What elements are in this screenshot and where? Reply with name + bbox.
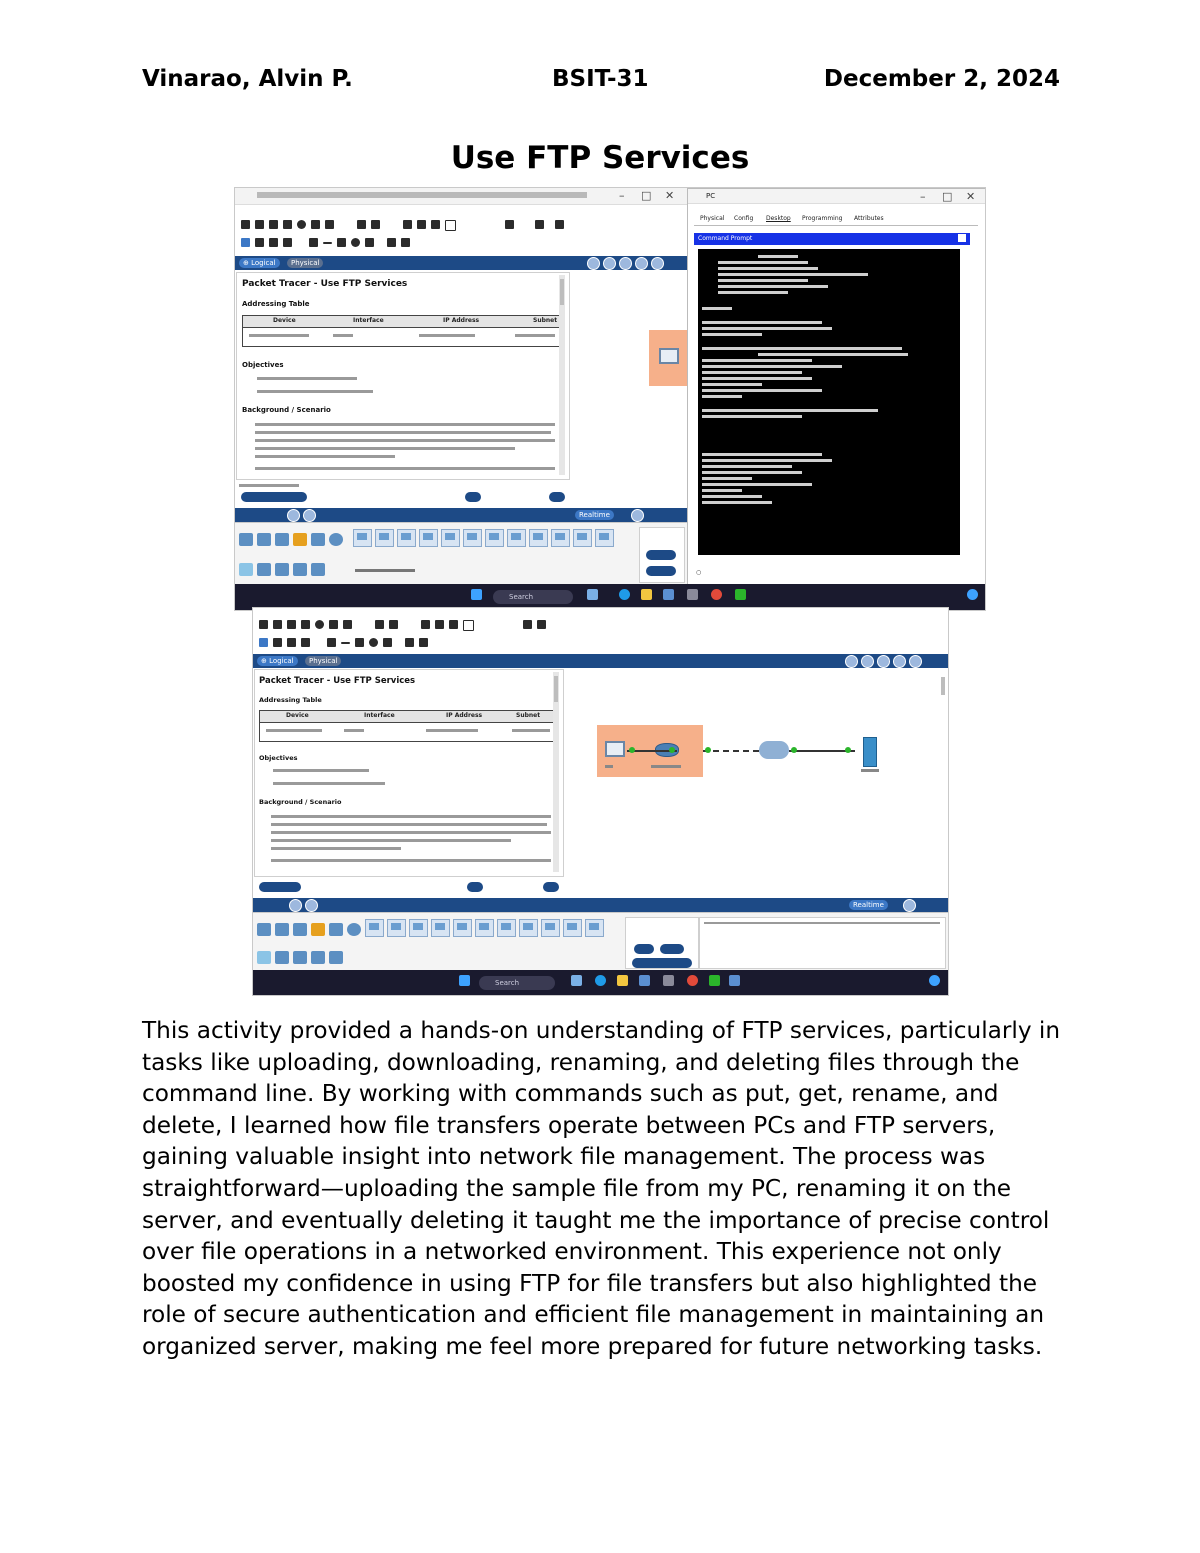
ftp-server-icon[interactable] bbox=[863, 737, 877, 767]
custom-device-icon[interactable] bbox=[505, 220, 514, 229]
place-note-icon[interactable] bbox=[327, 638, 336, 647]
link-status-indicator bbox=[629, 747, 635, 753]
device-model[interactable] bbox=[475, 919, 494, 937]
top-checkbox[interactable]: ○ bbox=[696, 569, 702, 576]
table-row bbox=[515, 334, 555, 337]
resize-shape-icon[interactable] bbox=[283, 238, 292, 247]
addressing-heading: Addressing Table bbox=[259, 696, 322, 704]
print-icon[interactable] bbox=[301, 620, 310, 629]
paragraph-line bbox=[271, 831, 551, 834]
terminal-line bbox=[758, 353, 908, 356]
add-simple-pdu-icon[interactable] bbox=[405, 638, 414, 647]
table-header-row bbox=[243, 316, 561, 328]
table-header-cell: Subnet bbox=[516, 712, 541, 719]
terminal-line bbox=[718, 261, 808, 264]
document-title: Use FTP Services bbox=[450, 140, 750, 176]
workspace-icon-4[interactable] bbox=[635, 257, 648, 270]
back-button[interactable] bbox=[465, 492, 481, 502]
draw-ellipse-icon[interactable] bbox=[351, 238, 360, 247]
zoom-in-icon[interactable] bbox=[403, 220, 412, 229]
store-icon[interactable] bbox=[663, 589, 674, 600]
chrome-icon[interactable] bbox=[711, 589, 722, 600]
link-status-indicator bbox=[791, 747, 797, 753]
delete-scenario-button[interactable] bbox=[660, 944, 684, 954]
components-icon[interactable] bbox=[275, 533, 289, 546]
simulation-icon[interactable] bbox=[903, 899, 916, 912]
end-devices-icon[interactable] bbox=[275, 923, 289, 936]
link-status-indicator bbox=[845, 747, 851, 753]
notification-icon[interactable] bbox=[929, 975, 940, 986]
addressing-heading: Addressing Table bbox=[242, 300, 310, 308]
device-model[interactable] bbox=[585, 919, 604, 937]
pdu-list-panel bbox=[639, 527, 685, 583]
scrollbar-thumb[interactable] bbox=[560, 279, 564, 305]
fast-forward-icon[interactable] bbox=[303, 509, 316, 522]
draw-ellipse-icon[interactable] bbox=[369, 638, 378, 647]
multiuser-icon[interactable] bbox=[329, 533, 343, 546]
device-model[interactable] bbox=[387, 919, 406, 937]
paragraph-line bbox=[255, 467, 555, 470]
table-header-cell: Device bbox=[273, 317, 296, 324]
terminal-line bbox=[758, 255, 798, 258]
freeform-icon[interactable] bbox=[365, 238, 374, 247]
table-row bbox=[426, 729, 478, 732]
device-model[interactable] bbox=[541, 919, 560, 937]
device-model[interactable] bbox=[353, 529, 372, 547]
screenshot-packet-tracer-with-pc-terminal bbox=[234, 187, 986, 611]
device-model[interactable] bbox=[419, 529, 438, 547]
pc-window-title: PC bbox=[706, 192, 716, 200]
terminal-line bbox=[702, 501, 772, 504]
device-model[interactable] bbox=[463, 529, 482, 547]
place-note-icon[interactable] bbox=[309, 238, 318, 247]
pt-secondary-toolbar bbox=[239, 236, 679, 250]
paragraph-line bbox=[255, 431, 551, 434]
terminal-line bbox=[702, 395, 742, 398]
terminal-line bbox=[718, 267, 818, 270]
terminal-line bbox=[718, 291, 788, 294]
device-model[interactable] bbox=[551, 529, 570, 547]
end-devices-icon[interactable] bbox=[257, 533, 271, 546]
start-icon[interactable] bbox=[459, 975, 470, 986]
server-caption bbox=[861, 769, 879, 772]
router-category-icon[interactable] bbox=[257, 951, 271, 964]
tab-programming[interactable]: Programming bbox=[802, 215, 843, 222]
back-button[interactable] bbox=[467, 882, 483, 892]
background-heading: Background / Scenario bbox=[259, 798, 342, 806]
delete-icon[interactable] bbox=[287, 638, 296, 647]
instructions-scrollbar[interactable] bbox=[559, 275, 565, 475]
select-icon[interactable] bbox=[241, 238, 250, 247]
view-icon[interactable] bbox=[537, 620, 546, 629]
table-row bbox=[266, 729, 322, 732]
taskbar-search[interactable]: Search bbox=[493, 590, 573, 604]
device-model[interactable] bbox=[595, 529, 614, 547]
paste-icon[interactable] bbox=[325, 220, 334, 229]
scrollbar-thumb[interactable] bbox=[554, 676, 558, 702]
pc-caption bbox=[605, 765, 613, 768]
table-row bbox=[344, 729, 364, 732]
terminal-line bbox=[702, 465, 792, 468]
terminal-line bbox=[702, 495, 762, 498]
open-file-icon[interactable] bbox=[273, 620, 282, 629]
objective-line bbox=[257, 390, 373, 393]
pt-window-title bbox=[257, 192, 587, 198]
pc-area bbox=[649, 330, 687, 386]
new-file-icon[interactable] bbox=[241, 220, 250, 229]
table-row bbox=[249, 334, 309, 337]
paragraph-line bbox=[271, 823, 547, 826]
instructions-title: Packet Tracer - Use FTP Services bbox=[259, 676, 416, 686]
pc-tab-strip bbox=[694, 213, 978, 226]
play-icon[interactable] bbox=[289, 899, 302, 912]
pt-workspace-bar bbox=[253, 654, 948, 668]
realtime-toggle[interactable]: Realtime bbox=[575, 510, 614, 520]
terminal-line bbox=[702, 471, 802, 474]
next-button[interactable] bbox=[549, 492, 565, 502]
table-row bbox=[333, 334, 353, 337]
device-model[interactable] bbox=[397, 529, 416, 547]
scrollbar-thumb[interactable] bbox=[941, 677, 945, 695]
viewport-icon[interactable] bbox=[555, 220, 564, 229]
check-results-button[interactable] bbox=[259, 882, 301, 892]
close-prompt-icon[interactable] bbox=[958, 234, 966, 242]
draw-rectangle-icon[interactable] bbox=[337, 238, 346, 247]
pc-window-titlebar bbox=[688, 189, 985, 204]
minimize-icon[interactable]: – bbox=[920, 190, 926, 203]
table-row bbox=[512, 729, 550, 732]
zoom-out-icon[interactable] bbox=[431, 220, 440, 229]
draw-rectangle-icon[interactable] bbox=[355, 638, 364, 647]
table-header-cell: Device bbox=[286, 712, 309, 719]
terminal-line bbox=[702, 409, 878, 412]
workspace-icon-5[interactable] bbox=[651, 257, 664, 270]
device-model[interactable] bbox=[573, 529, 592, 547]
router-caption bbox=[651, 765, 681, 768]
pt-secondary-toolbar bbox=[257, 636, 557, 650]
pc-icon[interactable] bbox=[605, 741, 625, 757]
device-model[interactable] bbox=[453, 919, 472, 937]
pt-time-bar bbox=[235, 508, 687, 522]
wireless-category-icon[interactable] bbox=[293, 563, 307, 576]
terminal-line bbox=[702, 477, 752, 480]
terminal-line bbox=[702, 489, 742, 492]
reflection-paragraph bbox=[142, 1015, 1062, 1363]
workspace-icon-3[interactable] bbox=[619, 257, 632, 270]
logical-workspace[interactable] bbox=[571, 272, 687, 508]
workspace-icon-2[interactable] bbox=[861, 655, 874, 668]
device-model[interactable] bbox=[507, 529, 526, 547]
packet-tracer-icon[interactable] bbox=[735, 589, 746, 600]
inspect-icon[interactable] bbox=[255, 238, 264, 247]
workspace-icon-3[interactable] bbox=[877, 655, 890, 668]
multiuser-icon[interactable] bbox=[347, 923, 361, 936]
scenario-panel bbox=[625, 917, 699, 969]
paragraph-line bbox=[255, 455, 395, 458]
activity-wizard-icon[interactable] bbox=[315, 620, 324, 629]
realtime-toggle[interactable]: Realtime bbox=[849, 900, 888, 910]
security-category-icon[interactable] bbox=[311, 563, 325, 576]
hub-category-icon[interactable] bbox=[293, 951, 307, 964]
paragraph-line bbox=[271, 815, 551, 818]
security-category-icon[interactable] bbox=[329, 951, 343, 964]
table-header-cell: IP Address bbox=[446, 712, 483, 719]
pdu-list-header bbox=[704, 922, 940, 924]
logical-tab[interactable]: ⊕ Logical bbox=[257, 656, 298, 666]
device-model[interactable] bbox=[519, 919, 538, 937]
undo-icon[interactable] bbox=[357, 220, 366, 229]
physical-tab[interactable]: Physical bbox=[287, 258, 323, 268]
table-header-cell: Interface bbox=[353, 317, 384, 324]
device-model[interactable] bbox=[497, 919, 516, 937]
delete-icon[interactable] bbox=[269, 238, 278, 247]
terminal-line bbox=[718, 273, 868, 276]
pt-titlebar bbox=[235, 188, 687, 205]
fast-forward-icon[interactable] bbox=[305, 899, 318, 912]
terminal-line bbox=[702, 347, 902, 350]
terminal-line bbox=[702, 371, 802, 374]
open-file-icon[interactable] bbox=[255, 220, 264, 229]
paragraph-line bbox=[271, 847, 401, 850]
paragraph-line bbox=[271, 839, 511, 842]
pt-main-toolbar bbox=[257, 618, 557, 632]
taskbar-app-icon[interactable] bbox=[687, 589, 698, 600]
cloud-icon[interactable] bbox=[759, 741, 789, 759]
play-icon[interactable] bbox=[287, 509, 300, 522]
redo-icon[interactable] bbox=[389, 620, 398, 629]
tab-desktop[interactable]: Desktop bbox=[766, 215, 791, 222]
student-name: Vinarao, Alvin P. bbox=[142, 66, 353, 92]
terminal-line bbox=[702, 321, 822, 324]
device-model[interactable] bbox=[563, 919, 582, 937]
zoom-out-icon[interactable] bbox=[449, 620, 458, 629]
draw-line-icon[interactable] bbox=[323, 242, 332, 244]
device-model[interactable] bbox=[485, 529, 504, 547]
command-prompt-titlebar bbox=[694, 233, 970, 245]
components-icon[interactable] bbox=[293, 923, 307, 936]
taskbar-app-icon[interactable] bbox=[729, 975, 740, 986]
table-row bbox=[419, 334, 475, 337]
pc-window bbox=[687, 188, 986, 586]
terminal-line bbox=[702, 359, 812, 362]
terminal-line bbox=[702, 377, 812, 380]
maximize-icon[interactable]: □ bbox=[641, 189, 652, 202]
check-results-button[interactable] bbox=[241, 492, 307, 502]
device-model[interactable] bbox=[375, 529, 394, 547]
activity-wizard-icon[interactable] bbox=[297, 220, 306, 229]
edge-icon[interactable] bbox=[619, 589, 630, 600]
terminal-line bbox=[702, 389, 822, 392]
device-model[interactable] bbox=[431, 919, 450, 937]
new-scenario-button[interactable] bbox=[646, 550, 676, 560]
copy-icon[interactable] bbox=[311, 220, 320, 229]
link-status-indicator bbox=[705, 747, 711, 753]
resize-shape-icon[interactable] bbox=[301, 638, 310, 647]
tab-physical[interactable]: Physical bbox=[700, 215, 725, 222]
terminal-line bbox=[702, 459, 832, 462]
store-icon[interactable] bbox=[639, 975, 650, 986]
router-category-icon[interactable] bbox=[239, 563, 253, 576]
terminal-line bbox=[702, 415, 802, 418]
drawing-palette-icon[interactable] bbox=[463, 620, 474, 631]
section-label: BSIT-31 bbox=[552, 66, 649, 92]
misc-icon[interactable] bbox=[311, 533, 325, 546]
objectives-heading: Objectives bbox=[242, 361, 284, 369]
close-icon[interactable]: ✕ bbox=[966, 190, 976, 203]
connections-icon[interactable] bbox=[293, 533, 307, 546]
network-devices-icon[interactable] bbox=[257, 923, 271, 936]
instructions-title: Packet Tracer - Use FTP Services bbox=[242, 279, 408, 289]
workspace-icon-1[interactable] bbox=[845, 655, 858, 668]
connections-icon[interactable] bbox=[311, 923, 325, 936]
terminal-line bbox=[718, 285, 828, 288]
taskbar-app-icon[interactable] bbox=[663, 975, 674, 986]
next-button[interactable] bbox=[543, 882, 559, 892]
file-explorer-icon[interactable] bbox=[617, 975, 628, 986]
minimize-icon[interactable]: – bbox=[619, 189, 625, 202]
terminal-line bbox=[702, 307, 732, 310]
background-heading: Background / Scenario bbox=[242, 406, 331, 414]
terminal-line bbox=[702, 453, 822, 456]
zoom-reset-icon[interactable] bbox=[417, 220, 426, 229]
view-icon[interactable] bbox=[535, 220, 544, 229]
pt-workspace-bar bbox=[235, 256, 687, 270]
pdu-list-table bbox=[699, 917, 946, 969]
start-icon[interactable] bbox=[471, 589, 482, 600]
device-model[interactable] bbox=[409, 919, 428, 937]
model-caption bbox=[355, 569, 415, 572]
screenshot-packet-tracer-topology bbox=[252, 607, 949, 996]
paste-icon[interactable] bbox=[343, 620, 352, 629]
paragraph-line bbox=[271, 859, 551, 862]
workspace-icon-5[interactable] bbox=[909, 655, 922, 668]
switch-category-icon[interactable] bbox=[275, 951, 289, 964]
device-selection-bar bbox=[253, 912, 948, 971]
add-simple-pdu-icon[interactable] bbox=[387, 238, 396, 247]
instructions-pane bbox=[254, 669, 564, 877]
physical-tab[interactable]: Physical bbox=[305, 656, 341, 666]
file-explorer-icon[interactable] bbox=[641, 589, 652, 600]
terminal-line bbox=[702, 327, 832, 330]
edge-icon[interactable] bbox=[595, 975, 606, 986]
taskbar-app-icon[interactable] bbox=[571, 975, 582, 986]
workspace-icon-1[interactable] bbox=[587, 257, 600, 270]
tab-attributes[interactable]: Attributes bbox=[854, 215, 884, 222]
device-model[interactable] bbox=[441, 529, 460, 547]
reflection-text: This activity provided a hands-on understanding of FTP services, particularly in tasks like uploading, downloading, renaming, and deleting files through the command line. By working with commands such as put, get, rename, and delete, I learned how file transfers operate between PCs and FTP servers, gaining valuable insight into network file management. The process was straightforward—uploading the sample file from my PC, renaming it on the server, and eventually deleting it taught me the importance of precise control over file operations in a networked environment. This experience not only boosted my confidence in using FTP for file transfers but also highlighted the role of secure authentication and efficient file management in maintaining an organized server, making me feel more prepared for future networking tasks. bbox=[142, 1017, 1061, 1360]
switch-category-icon[interactable] bbox=[257, 563, 271, 576]
pt-time-bar bbox=[253, 898, 948, 912]
tab-config[interactable]: Config bbox=[734, 215, 754, 222]
paragraph-line bbox=[255, 447, 515, 450]
windows-taskbar bbox=[253, 970, 948, 995]
zoom-in-icon[interactable] bbox=[421, 620, 430, 629]
undo-icon[interactable] bbox=[375, 620, 384, 629]
paragraph-line bbox=[255, 423, 555, 426]
objectives-heading: Objectives bbox=[259, 754, 298, 762]
document-date: December 2, 2024 bbox=[823, 66, 1060, 92]
objective-line bbox=[257, 377, 357, 380]
add-complex-pdu-icon[interactable] bbox=[419, 638, 428, 647]
hub-category-icon[interactable] bbox=[275, 563, 289, 576]
new-scenario-button[interactable] bbox=[634, 944, 654, 954]
drawing-palette-icon[interactable] bbox=[445, 220, 456, 231]
terminal-line bbox=[702, 483, 812, 486]
link-status-indicator bbox=[669, 747, 675, 753]
packet-tracer-icon[interactable] bbox=[709, 975, 720, 986]
addressing-table bbox=[259, 710, 557, 742]
delete-scenario-button[interactable] bbox=[646, 566, 676, 576]
taskbar-search[interactable]: Search bbox=[479, 976, 555, 990]
workspace-icon-4[interactable] bbox=[893, 655, 906, 668]
network-devices-icon[interactable] bbox=[239, 533, 253, 546]
logical-tab[interactable]: ⊕ Logical bbox=[239, 258, 280, 268]
instructions-scrollbar[interactable] bbox=[553, 672, 559, 872]
instructions-pane bbox=[236, 272, 570, 480]
add-complex-pdu-icon[interactable] bbox=[401, 238, 410, 247]
pt-main-toolbar bbox=[239, 218, 679, 232]
logical-workspace[interactable] bbox=[565, 669, 947, 893]
save-icon[interactable] bbox=[287, 620, 296, 629]
workspace-icon-2[interactable] bbox=[603, 257, 616, 270]
maximize-icon[interactable]: □ bbox=[942, 190, 953, 203]
table-header-cell: IP Address bbox=[443, 317, 480, 324]
simulation-icon[interactable] bbox=[631, 509, 644, 522]
misc-icon[interactable] bbox=[329, 923, 343, 936]
toggle-pdu-list-button[interactable] bbox=[632, 958, 692, 968]
close-icon[interactable]: ✕ bbox=[665, 189, 675, 202]
objective-line bbox=[273, 782, 385, 785]
redo-icon[interactable] bbox=[371, 220, 380, 229]
paragraph-line bbox=[255, 439, 555, 442]
notification-icon[interactable] bbox=[967, 589, 978, 600]
device-model[interactable] bbox=[365, 919, 384, 937]
print-icon[interactable] bbox=[283, 220, 292, 229]
zoom-reset-icon[interactable] bbox=[435, 620, 444, 629]
terminal-line bbox=[718, 279, 808, 282]
custom-device-icon[interactable] bbox=[523, 620, 532, 629]
pc-icon[interactable] bbox=[659, 348, 679, 364]
addressing-table bbox=[242, 315, 562, 347]
terminal-line bbox=[702, 365, 842, 368]
objective-line bbox=[273, 769, 369, 772]
select-icon[interactable] bbox=[259, 638, 268, 647]
freeform-icon[interactable] bbox=[383, 638, 392, 647]
command-prompt-terminal[interactable] bbox=[698, 249, 960, 555]
draw-line-icon[interactable] bbox=[341, 642, 350, 644]
table-header-cell: Interface bbox=[364, 712, 395, 719]
document-header bbox=[142, 66, 1060, 102]
table-header-cell: Subnet bbox=[533, 317, 558, 324]
command-prompt-label: Command Prompt bbox=[698, 235, 753, 242]
taskbar-app-icon[interactable] bbox=[587, 589, 598, 600]
workspace-scrollbar[interactable] bbox=[941, 673, 945, 873]
status-line bbox=[239, 484, 299, 487]
router-cloud-link bbox=[703, 750, 759, 752]
save-icon[interactable] bbox=[269, 220, 278, 229]
new-file-icon[interactable] bbox=[259, 620, 268, 629]
device-model[interactable] bbox=[529, 529, 548, 547]
copy-icon[interactable] bbox=[329, 620, 338, 629]
device-selection-bar bbox=[235, 522, 687, 585]
terminal-line bbox=[702, 333, 762, 336]
wireless-category-icon[interactable] bbox=[311, 951, 325, 964]
table-header-row bbox=[260, 711, 556, 723]
inspect-icon[interactable] bbox=[273, 638, 282, 647]
chrome-icon[interactable] bbox=[687, 975, 698, 986]
terminal-line bbox=[702, 383, 762, 386]
